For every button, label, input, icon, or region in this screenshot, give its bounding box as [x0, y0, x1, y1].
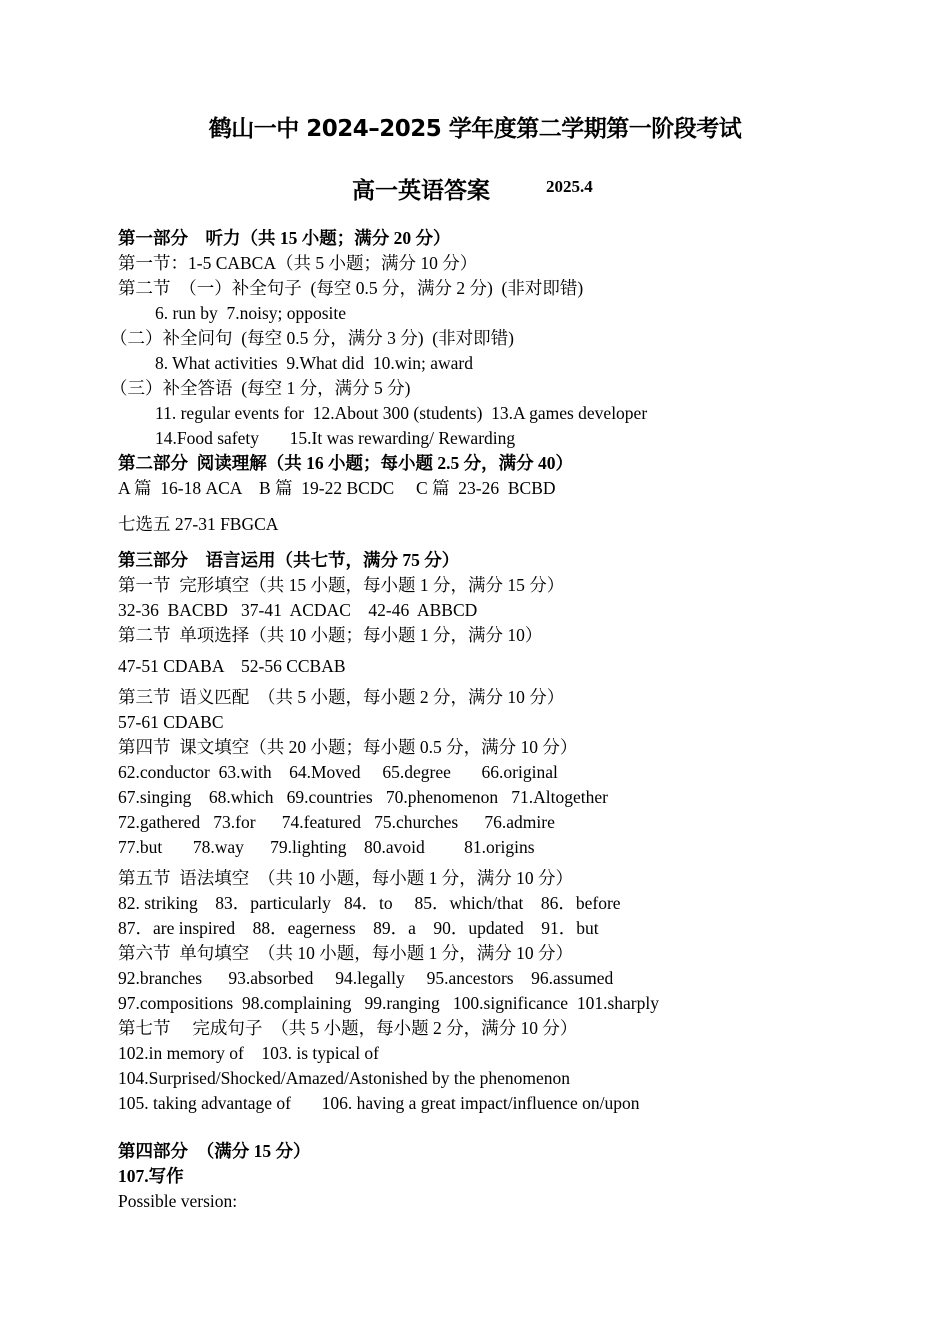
part1-heading: 第一部分 听力（共 15 小题；满分 20 分）: [118, 228, 451, 248]
page-subtitle: 高一英语答案: [352, 178, 490, 204]
part3-s6-heading: 第六节 单句填空 （共 10 小题，每小题 1 分，满分 10 分）: [118, 943, 573, 963]
part3-s5-line: 82. striking 83．particularly 84．to 85．which/that 86．before: [118, 893, 621, 913]
part1-section2-sub3: （三）补全答语 (每空 1 分，满分 5 分): [110, 378, 411, 398]
part1-section2-heading: 第二节 （一）补全句子 (每空 0.5 分，满分 2 分) (非对即错): [118, 278, 584, 298]
part3-s6-line: 97.compositions 98.complaining 99.ranging 100.significance 101.sharply: [118, 993, 659, 1013]
part2-seven-five: 七选五 27-31 FBGCA: [118, 514, 279, 534]
part2-heading: 第二部分 阅读理解（共 16 小题；每小题 2.5 分，满分 40）: [118, 453, 573, 473]
part4-writing: 107.写作: [118, 1166, 184, 1186]
part3-s2-answers: 47-51 CDABA 52-56 CCBAB: [118, 656, 346, 676]
part1-section1: 第一节：1-5 CABCA（共 5 小题；满分 10 分）: [118, 253, 478, 273]
part3-s7-heading: 第七节 完成句子 （共 5 小题，每小题 2 分，满分 10 分）: [118, 1018, 578, 1038]
part1-section2-answers-2: 8. What activities 9.What did 10.win; award: [155, 353, 473, 373]
part3-s1-answers: 32-36 BACBD 37-41 ACDAC 42-46 ABBCD: [118, 600, 478, 620]
part4-heading: 第四部分 （满分 15 分）: [118, 1141, 311, 1161]
part3-s4-line: 62.conductor 63.with 64.Moved 65.degree 66.original: [118, 762, 558, 782]
part3-s4-line: 77.but 78.way 79.lighting 80.avoid 81.origins: [118, 837, 535, 857]
part3-s3-answers: 57-61 CDABC: [118, 712, 224, 732]
part3-s7-line: 105. taking advantage of 106. having a great impact/influence on/upon: [118, 1093, 640, 1113]
exam-date: 2025.4: [546, 177, 593, 196]
part3-s1-heading: 第一节 完形填空（共 15 小题，每小题 1 分，满分 15 分）: [118, 575, 565, 595]
part4-possible-version: Possible version:: [118, 1191, 238, 1211]
part3-s4-line: 72.gathered 73.for 74.featured 75.churches 76.admire: [118, 812, 555, 832]
part3-s7-line: 102.in memory of 103. is typical of: [118, 1043, 380, 1063]
part1-section2-answers-1: 6. run by 7.noisy; opposite: [155, 303, 347, 323]
part3-s2-heading: 第二节 单项选择（共 10 小题；每小题 1 分，满分 10）: [118, 625, 543, 645]
answer-content: [110, 226, 918, 1214]
part1-section2-answers-3b: 14.Food safety 15.It was rewarding/ Rewarding: [155, 428, 516, 448]
part3-s5-heading: 第五节 语法填空 （共 10 小题，每小题 1 分，满分 10 分）: [118, 868, 573, 888]
part1-section2-answers-3a: 11. regular events for 12.About 300 (students) 13.A games developer: [155, 403, 648, 423]
part3-s5-line: 87．are inspired 88．eagerness 89．a 90．updated 91．but: [118, 918, 599, 938]
page-title: 鹤山一中 2024–2025 学年度第二学期第一阶段考试: [208, 116, 742, 142]
part3-s6-line: 92.branches 93.absorbed 94.legally 95.ancestors 96.assumed: [118, 968, 614, 988]
part3-s7-line: 104.Surprised/Shocked/Amazed/Astonished by the phenomenon: [118, 1068, 571, 1088]
part3-s3-heading: 第三节 语义匹配 （共 5 小题，每小题 2 分，满分 10 分）: [118, 687, 565, 707]
part1-section2-sub2: （二）补全问句 (每空 0.5 分，满分 3 分) (非对即错): [110, 328, 514, 348]
part3-s4-heading: 第四节 课文填空（共 20 小题；每小题 0.5 分，满分 10 分）: [118, 737, 578, 757]
part2-answers: A 篇 16-18 ACA B 篇 19-22 BCDC C 篇 23-26 BCBD: [118, 478, 556, 498]
part3-s4-line: 67.singing 68.which 69.countries 70.phenomenon 71.Altogether: [118, 787, 608, 807]
part3-heading: 第三部分 语言运用（共七节，满分 75 分）: [118, 550, 460, 570]
